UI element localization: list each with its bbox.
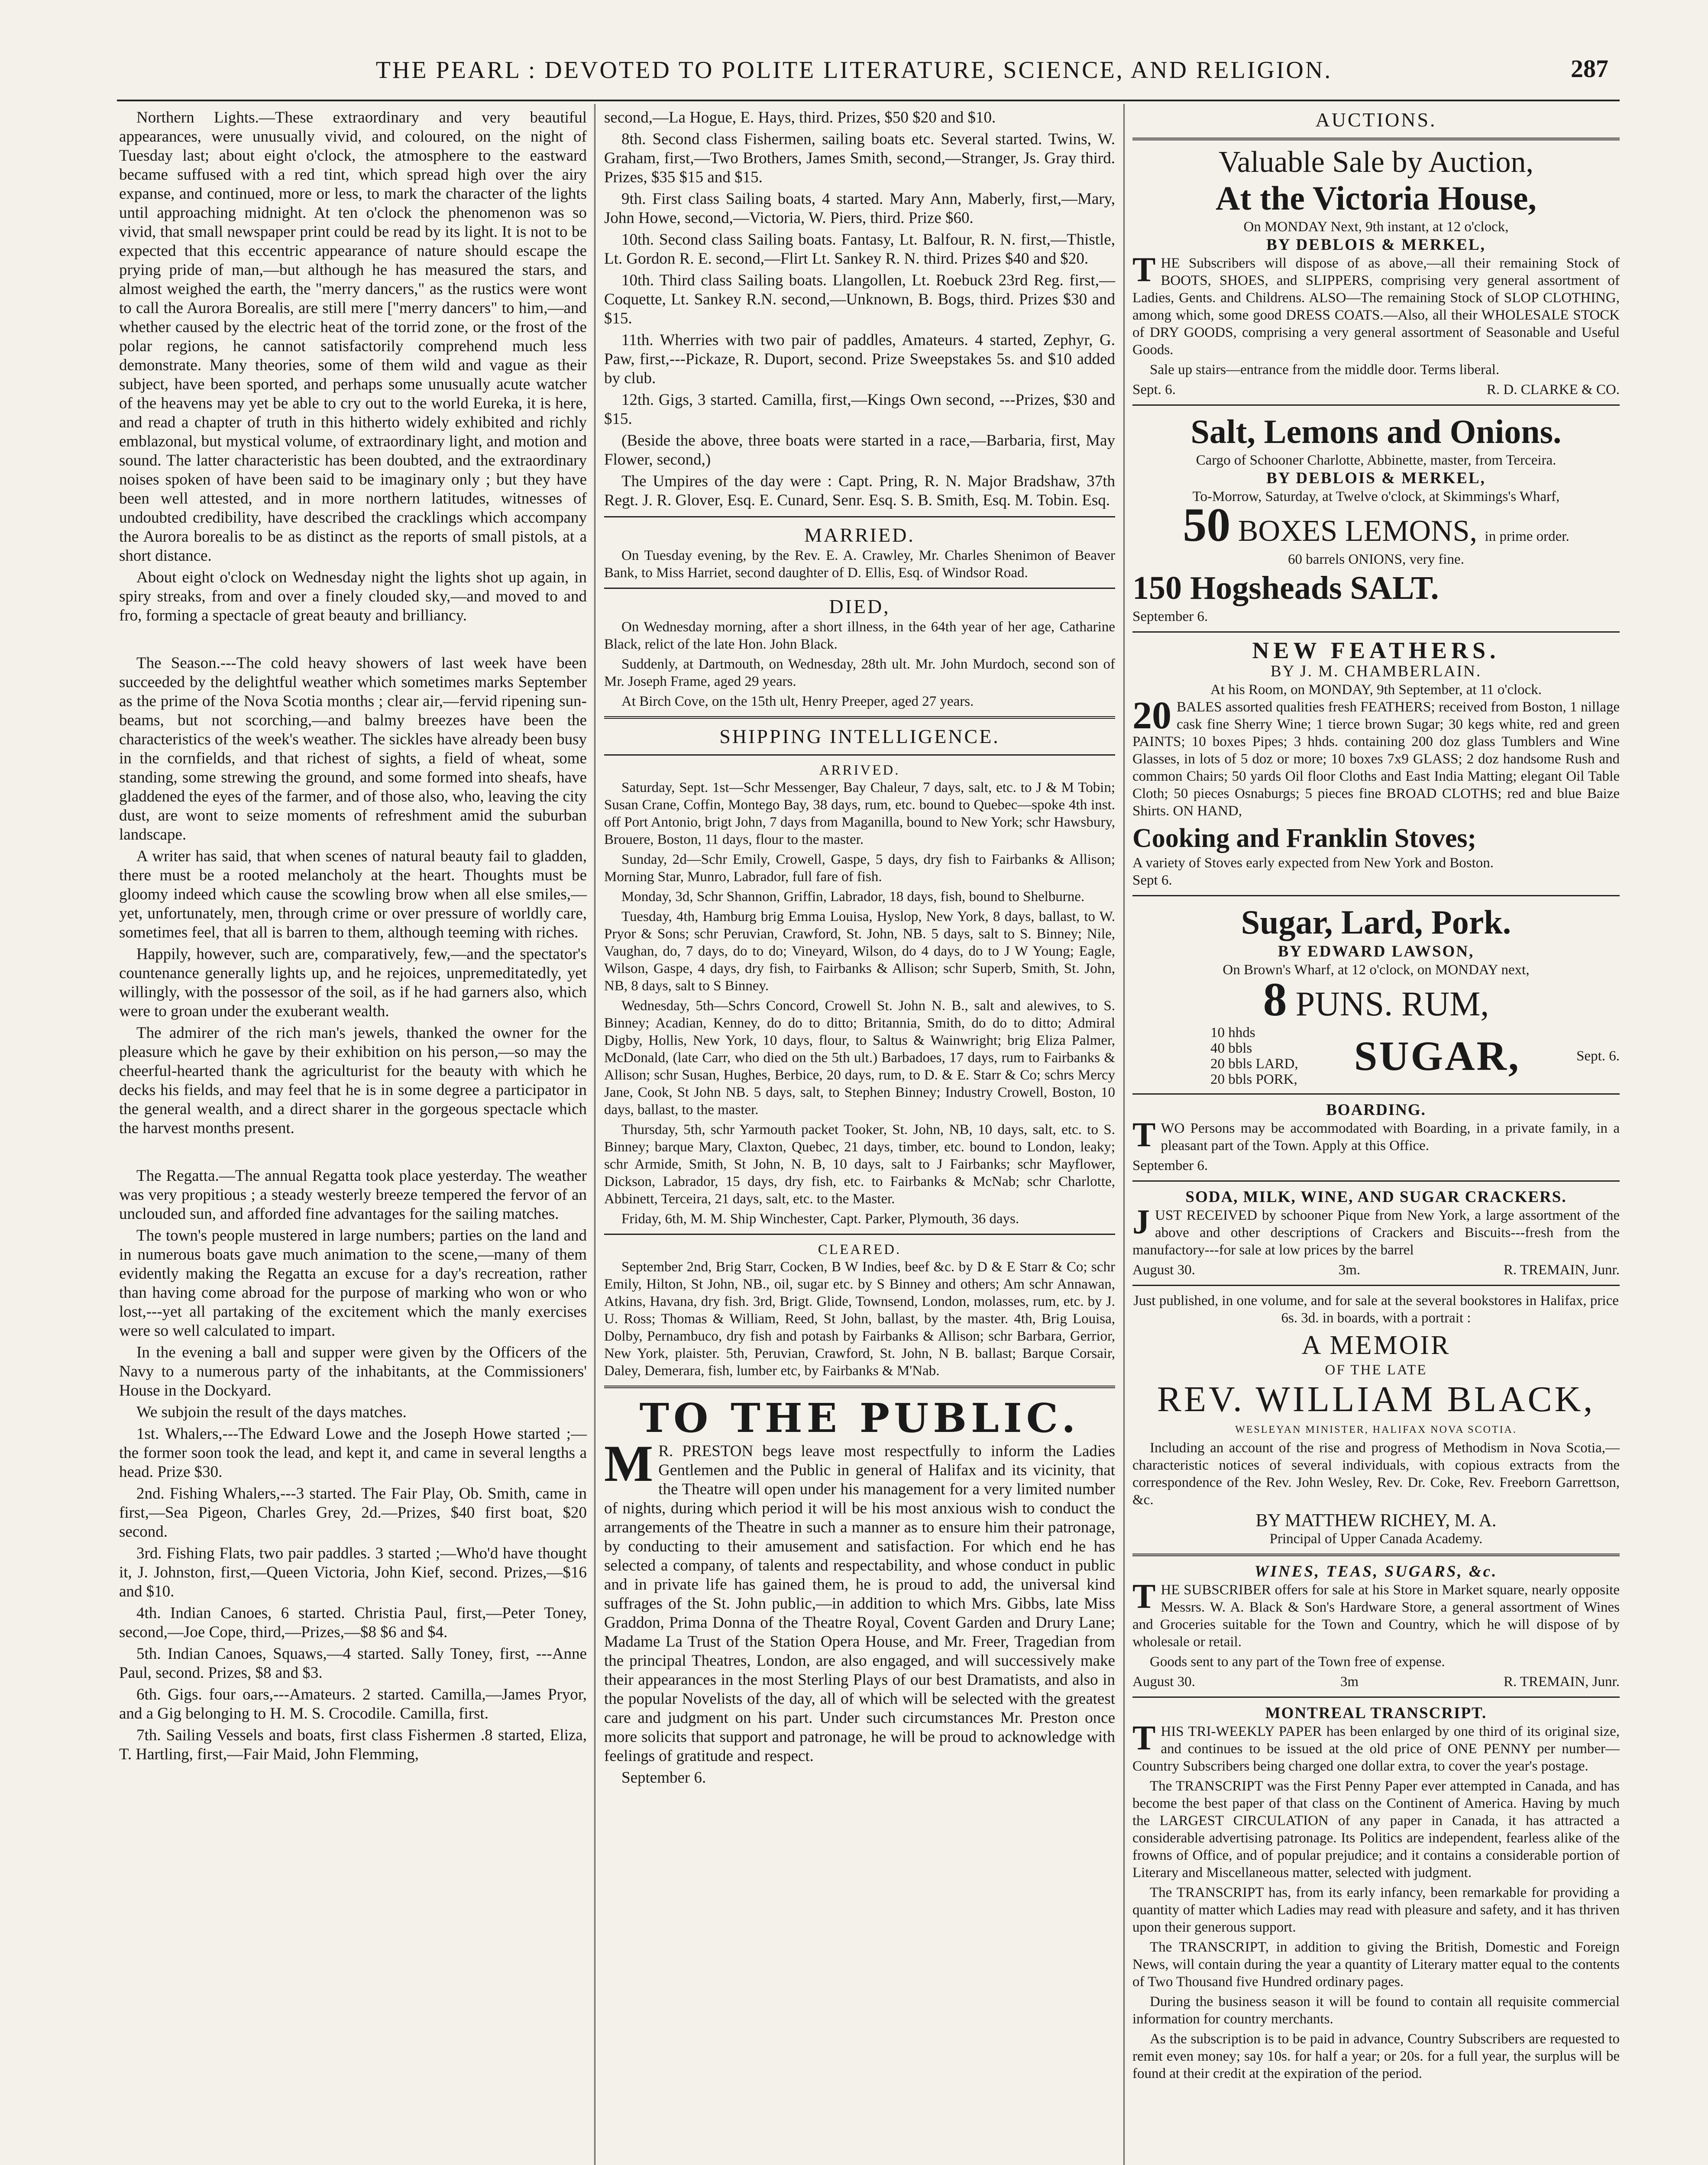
arrival-entry: Sunday, 2d—Schr Emily, Crowell, Gaspe, 5 days, dry fish to Fairbanks & Allison; Morning Star, Munro, Labrador, full fare of fish. — [604, 852, 1115, 885]
sugar-rum: PUNS. RUM, — [1295, 985, 1489, 1023]
transcript-body: The TRANSCRIPT has, from its early infancy, been remarkable for providing a quantity of matter which Ladies may read with pleasure and safety, and it has thriven upon their generous support. — [1132, 1885, 1620, 1935]
sale-title: Valuable Sale by Auction, — [1218, 145, 1534, 179]
memoir-of: OF THE LATE — [1325, 1362, 1427, 1378]
married-notice: On Tuesday evening, by the Rev. E. A. Crawley, Mr. Charles Shenimon of Beaver Bank, to Miss Harriet, second daughter of D. Ellis, Esq. of Windsor Road. — [604, 548, 1115, 581]
stoves-date: Sept 6. — [1132, 872, 1172, 888]
died-notice: At Birch Cove, on the 15th ult, Henry Preeper, aged 27 years. — [621, 694, 974, 709]
died-heading: DIED, — [829, 595, 890, 617]
salt-lemons-count: 50 — [1183, 498, 1231, 551]
married-heading: MARRIED. — [804, 524, 915, 546]
arrival-entry: Monday, 3d, Schr Shannon, Griffin, Labrador, 18 days, fish, bound to Shelburne. — [621, 889, 1085, 905]
sugar-when: On Brown's Wharf, at 12 o'clock, on MONDAY next, — [1223, 962, 1530, 978]
regatta-paragraph-2: The town's people mustered in large numbers; parties on the land and in numerous boats gave much animation to the scene,—many of them evidently making the Regatta an excuse for a day's recreation, rather than having come abroad for the purpose of marking who won or who lost,---yet all partaking of the excitement which the manly exercises were so well calculated to impart. — [119, 1227, 587, 1340]
feathers-by: BY J. M. CHAMBERLAIN. — [1270, 662, 1482, 680]
public-dropcap: M — [604, 1435, 653, 1492]
arrived-heading: ARRIVED. — [819, 763, 900, 778]
sugar-list-item: 20 bbls PORK, — [1210, 1072, 1297, 1087]
regatta-paragraph-1: The Regatta.—The annual Regatta took place yesterday. The weather was very propitious ; a steady westerly breeze tempered the fervor of an unclouded sun, and afforded fine advantages for the sailing matches. — [119, 1167, 587, 1223]
cleared-heading: CLEARED. — [818, 1242, 902, 1257]
season-paragraph-4: The admirer of the rich man's jewels, thanked the owner for the pleasure which he gave by their exhibition on his person,—so may the cheerful-hearted thank the agriculturist for the beauty with which he decks his fields, and may feel that he is in some degree a participator in the general wealth, and a direct sharer in the gorgeous spectacle which the harvest months present. — [119, 1024, 587, 1137]
feathers-title: NEW FEATHERS. — [1252, 637, 1500, 663]
sugar-by: BY EDWARD LAWSON, — [1278, 943, 1475, 960]
boarding-body: WO Persons may be accommodated with Boarding, in a private family, in a pleasant part of the Town. Apply at this Office. — [1161, 1121, 1620, 1154]
soda-body: UST RECEIVED by schooner Pique from New York, a large assortment of the above and other descriptions of Crackers and Biscuits---fresh from the manufactory---for sale at low prices by the barrel — [1132, 1208, 1620, 1258]
sale-place: At the Victoria House, — [1216, 179, 1537, 217]
memoir-title: A MEMOIR — [1301, 1331, 1451, 1360]
transcript-body: The TRANSCRIPT, in addition to giving the British, Domestic and Foreign News, will contain during the year a quantity of Literary matter equal to the contents of Two Thousand five Hundred ordinary pages. — [1132, 1939, 1620, 1990]
arrival-entry: Wednesday, 5th—Schrs Concord, Crowell St. John N. B., salt and alewives, to S. Binney; Acadian, Kenney, do do to ditto; Britannia, Smith, do do to ditto; Admiral Digby, Hollis, New York, 10 days, flour, to Saltus & Wainwright; brig Eliza Palmer, McDonald, (late Carr, who died on the 5th ult.) Barbadoes, 17 days, rum to Fairbanks & Allison; schr Susan, Hughes, Berbice, 20 days, rum, to D. & E. Starr & Co; schrs Mercy Jane, Cook, St John NB. 5 days, salt, to Stephen Binney; Industry Crowell, Boston, 10 days, ballast, to the master. — [604, 998, 1115, 1118]
regatta-result: 7th. Sailing Vessels and boats, first class Fishermen .8 started, Eliza, T. Hartling, first,—Fair Maid, John Flemming, — [119, 1726, 587, 1763]
arrival-entry: Tuesday, 4th, Hamburg brig Emma Louisa, Hyslop, New York, 8 days, ballast, to W. Pryor & Sons; schr Peruvian, Crawford, St. John, NB. 5 days, salt to S. Binney; Nile, Vaughan, do, 7 days, do to do; Vineyard, Wilson, do 4 days, do to J W Young; Eagle, Wilson, Gaspe, 4 days, dry fish, to Fairbanks & Allison; schr Superb, Smith, St. John, NB, 8 days, salt to S Binney. — [604, 909, 1115, 994]
arrival-entry: Saturday, Sept. 1st—Schr Messenger, Bay Chaleur, 7 days, salt, etc. to J & M Tobin; Susan Crane, Coffin, Montego Bay, 38 days, rum, etc. bound to Quebec—spoke 4th inst. off Port Antonio, brigt John, 7 days from Maganilla, bound to New York; schr Hawsbury, Brouere, Boston, 11 days, flour to the master. — [604, 780, 1115, 847]
regatta-result: 10th. Third class Sailing boats. Llangollen, Lt. Roebuck 23rd Reg. first,—Coquette, Lt. Sankey R.N. second,—Unknown, B. Bogs, third. Prizes $30 and $15. — [604, 271, 1115, 327]
memoir-published: Just published, in one volume, and for sale at the several bookstores in Halifax, price 6s. 3d. in boards, with a portrait : — [1133, 1293, 1619, 1326]
season-paragraph-1: The Season.---The cold heavy showers of last week have been succeeded by the delightful weather which sometimes marks September as the prime of the Nova Scotia months ; clear air,—fervid ripening sun-beams, but not scorching,—and balmy breezes have been the characteristics of the week's weather. The sickles have already been busy in the cornfields, and that richest of sights, a field of wheat, some standing, some strewing the ground, and some formed into sheafs, have gladdened the eyes of the farmer, and of those also, who, leaving the city dust, are wont to seize moments of refreshment amid the suburban landscape. — [119, 654, 587, 843]
sale-when: On MONDAY Next, 9th instant, at 12 o'clock, — [1243, 219, 1509, 235]
soda-signature: R. TREMAIN, Junr. — [1503, 1262, 1620, 1278]
sugar-date: Sept. 6. — [1576, 1048, 1620, 1064]
regatta-result: 4th. Indian Canoes, 6 started. Christia Paul, first,—Peter Toney, second,—Joe Cope, third,—Prizes,—$8 $6 and $4. — [119, 1604, 587, 1641]
memoir-body: Including an account of the rise and progress of Methodism in Nova Scotia,—characteristic notices of several individuals, with copious extracts from the correspondence of the Rev. John Wesley, Rev. Dr. Coke, Rev. Freeborn Garrettson, &c. — [1132, 1440, 1620, 1508]
column-divider-1 — [594, 104, 595, 2165]
column-2 — [604, 108, 1115, 1790]
sale-signature: R. D. CLARKE & CO. — [1486, 382, 1620, 397]
salt-cargo: Cargo of Schooner Charlotte, Abbinette, master, from Terceira. — [1196, 452, 1556, 468]
northern-lights-paragraph-2: About eight o'clock on Wednesday night the lights shot up again, in spiry streaks, from and over a finely clouded sky,—and moved to and fro, forming a spectacle of great beauty and brilliancy. — [119, 569, 587, 624]
wines-signature: R. TREMAIN, Junr. — [1503, 1674, 1620, 1690]
salt-by: BY DEBLOIS & MERKEL, — [1266, 469, 1486, 487]
transcript-body: HIS TRI-WEEKLY PAPER has been enlarged by one third of its original size, and continues to be issued at the old price of ONE PENNY per number—Country Subscribers being charged one dollar extra, to cover the year's postage. — [1132, 1724, 1620, 1774]
column-divider-2 — [1123, 104, 1125, 2165]
salt-hhd-count: 150 — [1132, 570, 1182, 606]
sale-date: Sept. 6. — [1132, 382, 1176, 397]
salt-title: Salt, Lemons and Onions. — [1190, 413, 1562, 450]
sale-note: Sale up stairs—entrance from the middle door. Terms liberal. — [1150, 362, 1500, 378]
transcript-body: The TRANSCRIPT was the First Penny Paper ever attempted in Canada, and has become the best paper of that class on the Continent of America. Having by much the LARGEST CIRCULATION of any paper in Canada, it has attracted a considerable advertising patronage. Its Politics are independent, fearless alike of the frowns of Office, and of popular prejudice; and it contains a considerable portion of Literary and Miscellaneous matter, selected with judgment. — [1132, 1778, 1620, 1881]
wines-body: HE SUBSCRIBER offers for sale at his Store in Market square, nearly opposite Messrs. W. A. Black & Son's Hardware Store, a general assortment of Wines and Groceries suitable for the Town and Country, which he will dispose of by wholesale or retail. — [1132, 1582, 1620, 1650]
boarding-date: September 6. — [1132, 1158, 1208, 1173]
sugar-list-item: 20 bbls LARD, — [1210, 1056, 1298, 1072]
died-notice: Suddenly, at Dartmouth, on Wednesday, 28th ult. Mr. John Murdoch, second son of Mr. Joseph Frame, aged 29 years. — [604, 656, 1115, 689]
wines-date: August 30. — [1132, 1674, 1195, 1690]
public-date: September 6. — [621, 1769, 706, 1787]
transcript-body: As the subscription is to be paid in advance, Country Subscribers are requested to remit even money; say 10s. for half a year; or 20s. for a full year, the surplus will be found at their credit at the expiration of the period. — [1132, 2031, 1620, 2081]
regatta-result: 9th. First class Sailing boats, 4 started. Mary Ann, Maberly, first,—Mary, John Howe, second,—Victoria, W. Piers, third. Prize $60. — [604, 190, 1115, 227]
salt-lemons: BOXES LEMONS, — [1238, 514, 1478, 548]
regatta-result: (Beside the above, three boats were started in a race,—Barbaria, first, May Flower, second,) — [604, 432, 1115, 469]
soda-3m: 3m. — [1338, 1262, 1361, 1278]
salt-date: September 6. — [1132, 609, 1208, 624]
regatta-result: 2nd. Fishing Whalers,---3 started. The Fair Play, Ob. Smith, came in first,—Sea Pigeon, Charles Grey, 2d.—Prizes, $40 first boat, $20 second. — [119, 1485, 587, 1541]
soda-date: August 30. — [1132, 1262, 1195, 1278]
column-1 — [119, 108, 587, 1767]
sugar-rum-count: 8 — [1263, 973, 1287, 1026]
page-header: THE PEARL : DEVOTED TO POLITE LITERATURE, SCIENCE, AND RELIGION. — [375, 57, 1333, 84]
arrival-entry: Friday, 6th, M. M. Ship Winchester, Capt. Parker, Plymouth, 36 days. — [621, 1211, 1019, 1227]
salt-when: To-Morrow, Saturday, at Twelve o'clock, at Skimmings's Wharf, — [1192, 489, 1560, 504]
transcript-heading: MONTREAL TRANSCRIPT. — [1265, 1704, 1487, 1722]
northern-lights-paragraph: Northern Lights.—These extraordinary and very beautiful appearances, were unusually vivid, and coloured, on the night of Tuesday last; about eight o'clock, the atmosphere to the eastward became suffused with a red tint, which spread high over the airy expanse, and continued, more or less, to mark the character of the lights until approaching midnight. At ten o'clock the phenomenon was so vivid, that small newspaper print could be read by its light. It is not to be expected that this eccentric appearance of nature should escape the prying pride of man,—but although he has measured the stars, and almost weighed the earth, the "merry dancers," as the rustics were wont to call the Aurora Borealis, are still mere ["merry dancers" to him,—and whether caused by the electric heat of the torrid zone, or the frost of the polar regions, he cannot satisfactorily comprehend much less demonstrate. Many theories, some of them wild and vague as their subject, have been sported, and perhaps some unusually acute watcher of the heavens may yet be able to cry out to the world Eureka, it is here, and read a chapter of truth in this hitherto widely exhibited and richly emblazonal, but mystical volume, of extraordinary light, and motion and sound. The latter characteristic has been doubted, and the extraordinary noises spoken of have been said to be imaginary only ; but they have been well attested, and in more northern latitudes, witnesses of undoubted credibility, have described the cracklings which accompany the Aurora borealis to be as distinct as the reports of small pistols, at a short distance. — [119, 109, 587, 565]
regatta-result: second,—La Hogue, E. Hays, third. Prizes, $50 $20 and $10. — [604, 109, 996, 126]
regatta-result: 3rd. Fishing Flats, two pair paddles. 3 started ;—Who'd have thought it, J. Johnston, first,—Queen Victoria, John Kief, second. Prizes,—$16 and $10. — [119, 1545, 587, 1600]
sugar-word: SUGAR, — [1354, 1033, 1520, 1079]
umpires-paragraph: The Umpires of the day were : Capt. Pring, R. N. Major Bradshaw, 37th Regt. J. R. Glover, Esq. E. Cunard, Senr. Esq. S. B. Smith, Esq. M. Tobin. Esq. — [604, 472, 1115, 509]
memoir-name: REV. WILLIAM BLACK, — [1157, 1379, 1595, 1419]
regatta-result: 5th. Indian Canoes, Squaws,—4 started. Sally Toney, first, ---Anne Paul, second. Prizes, $8 and $3. — [119, 1645, 587, 1682]
season-paragraph-2: A writer has said, that when scenes of natural beauty fail to gladden, there must be a rooted melancholy at the heart. Thoughts must be gloomy indeed which cause the scowling brow when all else smiles,—yet, unfortunately, men, through crime or over pressure of worldly care, sometimes feel, that all is barren to them, although teeming with riches. — [119, 847, 587, 941]
wines-heading: WINES, TEAS, SUGARS, &c. — [1254, 1563, 1498, 1580]
sugar-list-item: 40 bbls — [1210, 1040, 1252, 1056]
regatta-result: 8th. Second class Fishermen, sailing boats etc. Several started. Twins, W. Graham, first,—Two Brothers, James Smith, second,—Stranger, Js. Gray third. Prizes, $35 $15 and $15. — [604, 130, 1115, 186]
feathers-when: At his Room, on MONDAY, 9th September, at 11 o'clock. — [1210, 682, 1542, 698]
feathers-body: BALES assorted qualities fresh FEATHERS; received from Boston, 1 nillage cask fine Sherry Wine; 1 tierce brown Sugar; 30 kegs white, red and green PAINTS; 10 boxes Pipes; 3 hhds. containing 200 doz glass Tumblers and Wine Glasses, in lots of 5 doz or more; 10 boxes 7x9 GLASS; 2 doz handsome Rush and common Chairs; 50 yards Oil floor Cloths and East India Matting; elegant Oil Table Cloth; 50 pieces Osnaburgs; 5 pieces fine BROAD CLOTHS; red and blue Baize Shirts. ON HAND, — [1132, 699, 1620, 819]
cleared-entry: September 2nd, Brig Starr, Cocken, B W Indies, beef &c. by D & E Starr & Co; schr Emily, Hilton, St John, NB., oil, sugar etc. by S Binney and others; Am schr Annawan, Atkins, Havana, dry fish. 3rd, Brigt. Glide, Townsend, London, molasses, rum, etc. by J. U. Ross; Thomas & William, Reed, St John, ballast, by the master. 4th, Brig Louisa, Dolby, Pernambuco, dry fish and potash by Fairbanks & Allison; schr Barbara, Gerrior, New York, plaister. 5th, Peruvian, Crawford, St. John, N B. ballast; Barque Corsair, Daley, Demerara, fish, lumber etc, by Fairbanks & M'Nab. — [604, 1259, 1115, 1379]
regatta-result: 12th. Gigs, 3 started. Camilla, first,—Kings Own second, ---Prizes, $30 and $15. — [604, 391, 1115, 428]
transcript-body: During the business season it will be found to contain all requisite commercial information for country merchants. — [1132, 1994, 1620, 2027]
memoir-author: BY MATTHEW RICHEY, M. A. — [1255, 1511, 1497, 1531]
regatta-paragraph-3: In the evening a ball and supper were given by the Officers of the Navy to a numerous party of the inhabitants, at the Commissioners' House in the Dockyard. — [119, 1344, 587, 1399]
wines-note: Goods sent to any part of the Town free of expense. — [1150, 1654, 1445, 1670]
stoves-title: Cooking and Franklin Stoves; — [1132, 824, 1477, 853]
salt-onions: 60 barrels ONIONS, very fine. — [1288, 552, 1464, 567]
salt-hhd: Hogsheads SALT. — [1190, 570, 1439, 606]
sale-by: BY DEBLOIS & MERKEL, — [1266, 236, 1486, 254]
salt-lemons-note: in prime order. — [1485, 529, 1569, 544]
regatta-result: 10th. Second class Sailing boats. Fantasy, Lt. Balfour, R. N. first,—Thistle, Lt. Gordon R. E. second,—Flirt Lt. Sankey R. N. third. Prizes $40 and $20. — [604, 231, 1115, 268]
regatta-paragraph-4: We subjoin the result of the days matches. — [136, 1403, 407, 1421]
sugar-list-item: 10 hhds — [1210, 1025, 1255, 1040]
public-heading: TO THE PUBLIC. — [639, 1395, 1080, 1441]
feathers-count: 20 — [1132, 694, 1171, 737]
auctions-heading: AUCTIONS. — [1315, 109, 1437, 131]
shipping-heading: SHIPPING INTELLIGENCE. — [719, 725, 1000, 747]
season-paragraph-3: Happily, however, such are, comparatively, few,—and the spectator's countenance generally lights up, and he rejoices, unpremeditatedly, yet willingly, with the possessor of the soil, as if he had garners also, which were to groan under the exuberant wealth. — [119, 945, 587, 1020]
memoir-principal: Principal of Upper Canada Academy. — [1269, 1531, 1483, 1547]
sugar-title: Sugar, Lard, Pork. — [1241, 903, 1511, 941]
regatta-result: 1st. Whalers,---The Edward Lowe and the Joseph Howe started ;—the former soon took the lead, and kept it, and came in several lengths a head. Prize $30. — [119, 1425, 587, 1481]
page-number: 287 — [1571, 55, 1608, 83]
public-notice: R. PRESTON begs leave most respectfully to inform the Ladies Gentlemen and the Public in general of Halifax and its vicinity, that the Theatre will open under his management for a very limited number of nights, during which period it will be his most anxious wish to conduct the arrangements of the Theatre in such a manner as to ensure him their patronage, by conducting to their amusement and satisfaction. For which end he has selected a company, of talents and respectability, and whose conduct in public and in private life has gained them, he is proud to add, the universal kind suffrages of the St. John public,—in addition to which Mrs. Gibbs, late Miss Graddon, Prima Donna of the Theatre Royal, Covent Garden and Drury Lane; Madame La Trust of the Station Opera House, and Mr. Freer, Tragedian from the principal Theatres, London, are also engaged, and will successively make their appearances in the most Sterling Plays of our best Dramatists, and also in the popular Novelists of the day, all of which will be selected with the greatest care and judgment on his part. Under such circumstances Mr. Preston once more solicits that support and patronage, he will be proud to acknowledge with feelings of gratitude and respect. — [604, 1442, 1115, 1765]
boarding-heading: BOARDING. — [1326, 1101, 1426, 1119]
regatta-result: 11th. Wherries with two pair of paddles, Amateurs. 4 started, Zephyr, G. Paw, first,---Pickaze, R. Duport, second. Prize Sweepstakes 5s. and $10 added by club. — [604, 331, 1115, 387]
wines-3m: 3m — [1340, 1674, 1359, 1690]
sale-body: HE Subscribers will dispose of as above,—all their remaining Stock of BOOTS, SHOES, and SLIPPERS, comprising very general assortment of Ladies, Gents. and Childrens. ALSO—The remaining Stock of SLOP CLOTHING, among which, some good DRESS COATS.—Also, all their WHOLESALE STOCK of DRY GOODS, comprising a very general assortment of Seasonable and Useful Goods. — [1132, 255, 1620, 358]
arrival-entry: Thursday, 5th, schr Yarmouth packet Tooker, St. John, NB, 10 days, salt, etc. to S. Binney; barque Mary, Claxton, Quebec, 21 days, timber, etc. bound to London, leaky; schr Armide, Smith, St John, N. B, 10 days, salt to J Fairbanks; schr Mayflower, Dickson, Labrador, 15 days, dry fish, etc. to Fairbanks & McNab; schr Charlotte, Abbinett, Terceira, 21 days, salt, etc. to the Master. — [604, 1122, 1115, 1207]
soda-heading: SODA, MILK, WINE, AND SUGAR CRACKERS. — [1185, 1188, 1567, 1206]
column-3: AUCTIONS. Valuable Sale by Auction, At the Victoria House, On MONDAY Next, 9th instant, at 12 o'clock, BY DEBLOIS & MERKEL, THE Subscribers will dispose of as above,—all their remaining Stock of BOOTS, SHOES, and SLIPPERS, comprising very general assortment of Ladies, Gents. and Childrens. ALSO—The remaining Stock of SLOP CLOTHING, among which, some good DRESS COATS.—Also, all their WHOLESALE STOCK of DRY GOODS, comprising a very general assortment of Seasonable and Useful Goods. Sale up stairs—entrance from the middle door. Terms liberal. Sept. 6. R. D. CLARKE & CO. Salt, Lemons and Onions. Cargo of Schooner Charlotte, Abbinette, master, from Terceira. BY DEBLOIS & MERKEL, To-Morrow, Saturday, at Twelve o'clock, at Skimmings's Wharf, 50 BOXES LEMONS, in prime order. 60 barrels ONIONS, very fine. 150 Hogsheads SALT. September 6. NEW FEATHERS. BY J. M. CHAMBERLAIN. At his Room, on MONDAY, 9th September, at 11 o'clock. 20 BALES assorted qualities fresh FEATHERS; received from Boston, 1 nillage cask fine Sherry Wine; 1 tierce brown Sugar; 30 kegs white, red and green PAINTS; 10 boxes Pipes; 3 hhds. containing 200 doz glass Tumblers and Wine Glasses, in lots of 5 doz or more; 10 boxes 7x9 GLASS; 2 doz handsome Rush and common Chairs; 50 yards Oil floor Cloths and East India Matting; elegant Oil Table Cloth; 50 pieces Osnaburgs; 5 pieces fine BROAD CLOTHS; red and blue Baize Shirts. ON HAND, Cooking and Franklin Stoves; A variety of Stoves early expected from New York and Boston. Sept 6. Sugar, Lard, Pork. BY EDWARD LAWSON, On Brown's Wharf, at 12 o'clock, on MONDAY next, 8 PUNS. RUM, 10 hhds 40 bbls 20 bbls LARD, 20 bbls PORK, SUGAR, Sept. 6. BOARDING. TWO Persons may be accommodated with Boarding, in a private family, in a pleasant part of the Town. Apply at this Office. September 6. SODA, MILK, WINE, AND SUGAR CRACKERS. JUST RECEIVED by schooner Pique from New York, a large assortment of the above and other descriptions of Crackers and Biscuits---fresh from the manufactory---for sale at low prices by the barrel August 30. 3m. R. TREMAIN, Junr. Just published, in one volume, and for sale at the several bookstores in Halifax, price 6s. 3d. in boards, with a portrait : A MEMOIR OF THE LATE REV. WILLIAM BLACK, WESLEYAN MINISTER, HALIFAX NOVA SCOTIA. Including an account of the rise and progress of Methodism in Nova Scotia,—characteristic notices of several individuals, with copious extracts from the correspondence of the Rev. John Wesley, Rev. Dr. Coke, Rev. Freeborn Garrettson, &c. BY MATTHEW RICHEY, M. A. Principal of Upper Canada Academy. WINES, TEAS, SUGARS, &c. THE SUBSCRIBER offers for sale at his Store in Market square, nearly opposite Messrs. W. A. Black & Son's Hardware Store, a general assortment of Wines and Groceries suitable for the Town and Country, which he will dispose of by wholesale or retail. Goods sent to any part of the Town free of expense. August 30. 3m R. TREMAIN, Junr. MONTREAL TRANSCRIPT. THIS TRI-WEEKLY PAPER has been enlarged by one third of its original size, and continues to be issued at the old price of ONE PENNY per number—Country Subscribers being charged one dollar extra, to cover the year's postage. The TRANSCRIPT was the First Penny Paper ever attempted in Canada, and has become the best paper of that class on the Continent of America. Having by much the LARGEST CIRCULATION of any paper in Canada, it has attracted a considerable advertising patronage. Its Politics are independent, fearless alike of the frowns of Office, and of popular prejudice; and it contains a considerable portion of Literary and Miscellaneous matter, selected with judgment. The TRANSCRIPT has, from its early infancy, been remarkable for providing a quantity of matter which Ladies may read with pleasure and safety, and it has thriven upon their generous support. The TRANSCRIPT, in addition to giving the British, Domestic and Foreign News, will contain during the year a quantity of Literary matter equal to the contents of Two Thousand five Hundred ordinary pages. During the business season it will be found to contain all requisite commercial information for country merchants. As the subscription is to be paid in advance, Country Subscribers are requested to remit even money; say 10s. for half a year; or 20s. for a full year, the surplus will be found at their credit at the expiration of the period. — [1132, 109, 1620, 2081]
died-notice: On Wednesday morning, after a short illness, in the 64th year of her age, Catharine Black, relict of the late Hon. John Black. — [604, 619, 1115, 652]
memoir-role: WESLEYAN MINISTER, HALIFAX NOVA SCOTIA. — [1235, 1424, 1517, 1435]
stoves-body: A variety of Stoves early expected from New York and Boston. — [1132, 855, 1494, 871]
header-rule — [117, 100, 1620, 101]
regatta-result: 6th. Gigs. four oars,---Amateurs. 2 started. Camilla,—James Pryor, and a Gig belonging to H. M. S. Crocodile. Camilla, first. — [119, 1686, 587, 1722]
